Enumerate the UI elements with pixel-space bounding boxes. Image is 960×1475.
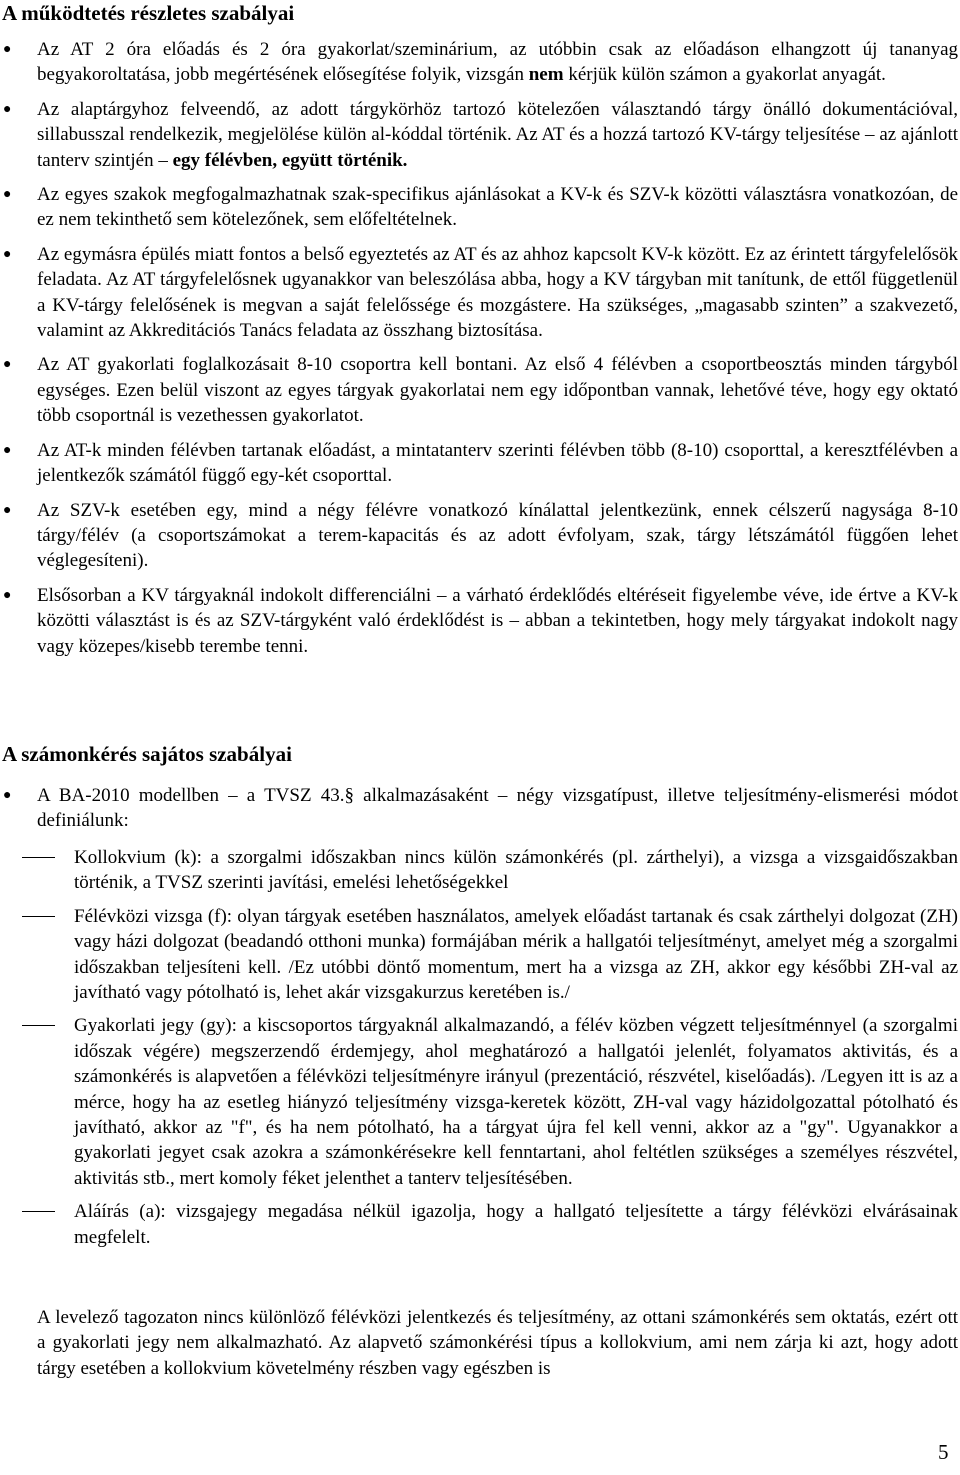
exam-intro-text: A BA-2010 modellben – a TVSZ 43.§ alkalmazásaként – négy vizsgatípust, illetve teljesítmény-elismerési módot definiálunk: [37,785,958,832]
bullet-icon: ● [3,246,12,262]
bullet-icon: ● [3,502,12,518]
bullet-icon: ● [3,42,12,57]
list-item [0,783,958,834]
item-text: Az alaptárgyhoz felveendő, az adott tárgykörhöz tartozó kötelezően választandó tárgy önálló dokumentációval, sillabusszal rendelkezik, megjelölése külön al-kóddal történik. Az AT és a hozzá tartozó KV-tárgy teljesítése – az ajánlott tanterv szintjén – [37,98,958,171]
bold-text: nem [528,64,564,86]
exam-type-item [0,904,958,1006]
list-item [0,583,958,659]
bullet-icon: ● [3,357,12,373]
section-heading-operations: A működtetés részletes szabályai [2,1,295,25]
list-item [0,97,958,173]
item-text: Elsősorban a KV tárgyaknál indokolt differenciálni – a várható érdeklődés eltéréseit figyelembe véve, ide értve a KV-k közötti választást is és az SZV-tárgyként való érdeklődést is – abban a tekintetben, hogy mely tárgyakat indokolt nagy vagy közepes/kisebb terembe tenni. [37,584,958,657]
item-text: Az SZV-k esetében egy, mind a négy félévre vonatkozó kínálattal jelentkezünk, ennek célszerű nagysága 8-10 tárgy/félév (a csoportszámokat a terem-kapacitás és az adott évfolyam, szak, tárgy létszámától függően lehet véglegesíteni). [37,499,958,572]
exam-type-item [0,845,958,896]
exam-type-text: Gyakorlati jegy (gy): a kiscsoportos tárgyaknál alkalmazandó, a félév közben végzett teljesítménnyel (a szorgalmi időszak végére) megszerzendő érdemjegy, ahol meghatározó a hallgatói jelenlét, folyamatos aktivitás, és a számonkérés is alapvetően a félévközi teljesítményre irányul (prezentáció, részvétel, kiselőadás). /Legyen itt is az a mérce, hogy ha az esetleg hiányzó teljesítmény vizsga-keretek között, ZH-val vagy házidolgozattal pótolható és javítható, akkor az "f", és ha nem pótolható, ha a tárgyat újra fel kell venni, akkor az a "gy". Ugyanakkor a gyakorlati jegyet csak azokra a számonkérésekre kell fenntartani, ahol feltétlen szükséges a személyes részvétel, aktivitás stb., mert komoly féket jelenthet a tanterv teljesítésében. [74,1015,958,1189]
item-text: Az AT gyakorlati foglalkozásait 8-10 csoportra kell bontani. Az első 4 félévben a csoportbeosztás minden tárgyból egységes. Ezen belül viszont az egyes tárgyak gyakorlatai nem egy időpontban vannak, lehetővé téve, hogy egy oktató több csoportnál is vezethessen gyakorlatot. [37,354,958,427]
item-text: Az egymásra épülés miatt fontos a belső egyeztetés az AT és az ahhoz kapcsolt KV-k között. Ez az érintett tárgyfelelősök feladata. Az AT tárgyfelelősnek ugyanakkor van beleszólása abba, hogy a KV tárgyban mit tanítunk, de ettől függetlenül a KV-tárgy felelősének is megvan a saját felelőssége és mozgástere. Ha szükséges, „magasabb szinten” a szakvezető, valamint az Akkreditációs Tanács feladata az összhang biztosítása. [37,243,958,342]
exam-intro-list [0,783,958,843]
list-item [0,352,958,428]
list-item [0,37,958,88]
dash-icon [22,1211,55,1212]
bullet-icon: ● [3,101,12,117]
dash-icon [22,857,55,858]
bold-text: egy félévben, együtt történik. [172,149,408,171]
list-item [0,242,958,344]
closing-paragraph: A levelező tagozaton nincs különlöző félévközi jelentkezés és teljesítmény, az ottani számonkérés sem oktatás, ezért ott a gyakorlati jegy nem alkalmazható. Az alapvető számonkérési típus a kollokvium, ami nem zárja ki azt, hogy adott tárgy esetében a kollokvium követelmény részben vagy egészben is [37,1307,958,1379]
operations-list [0,37,958,668]
exam-type-text: Félévközi vizsga (f): olyan tárgyak esetében használatos, amelyek előadást tartanak és csak zárthelyi dolgozat (ZH) vagy házi dolgozat (beadandó otthoni munka) formájában mérik a hallgatói teljesítményt, amelyet még a szorgalmi időszakban teljesíteni kell. /Ez utóbbi döntő momentum, mert ha a vizsga az ZH, akkor egy későbbi ZH-val az javítható vagy pótolható is, lehet akár vizsgakurzus keretében is./ [74,905,958,1004]
exam-type-text: Kollokvium (k): a szorgalmi időszakban nincs külön számonkérés (pl. zárthelyi), a vizsga a vizsgaidőszakban történik, a TVSZ szerinti javítási, emelési lehetőségekkel [74,847,958,894]
page-number: 5 [938,1440,949,1464]
dash-icon [22,1025,55,1026]
bullet-icon: ● [3,187,12,203]
list-item [0,498,958,574]
bullet-icon: ● [3,587,12,603]
item-text: Az AT 2 óra előadás és 2 óra gyakorlat/szeminárium, az utóbbin csak az előadáson elhangzott új tananyag begyakoroltatása, jobb megértésének elősegítése folyik, vizsgán [37,39,958,86]
exam-types-list [0,845,958,1258]
list-item [0,182,958,233]
section-heading-exam: A számonkérés sajátos szabályai [2,742,292,766]
dash-icon [22,916,55,917]
exam-type-item [0,1013,958,1191]
bullet-icon: ● [3,442,12,458]
exam-type-item [0,1199,958,1250]
item-text: kérjük külön számon a gyakorlat anyagát. [563,64,886,86]
list-item [0,438,958,489]
item-text: Az AT-k minden félévben tartanak előadást, a mintatanterv szerinti félévben több (8-10) csoporttal, a keresztfélévben a jelentkezők számától függő egy-két csoporttal. [37,439,958,487]
item-text: Az egyes szakok megfogalmazhatnak szak-specifikus ajánlásokat a KV-k és SZV-k közötti választásra vonatkozóan, de ez nem tekinthető sem kötelezőnek, sem előfeltételnek. [37,184,958,231]
exam-type-text: Aláírás (a): vizsgajegy megadása nélkül igazolja, hogy a hallgató teljesítette a tárgy félévközi elvárásainak megfelelt. [74,1201,958,1248]
bullet-icon: ● [3,788,12,803]
